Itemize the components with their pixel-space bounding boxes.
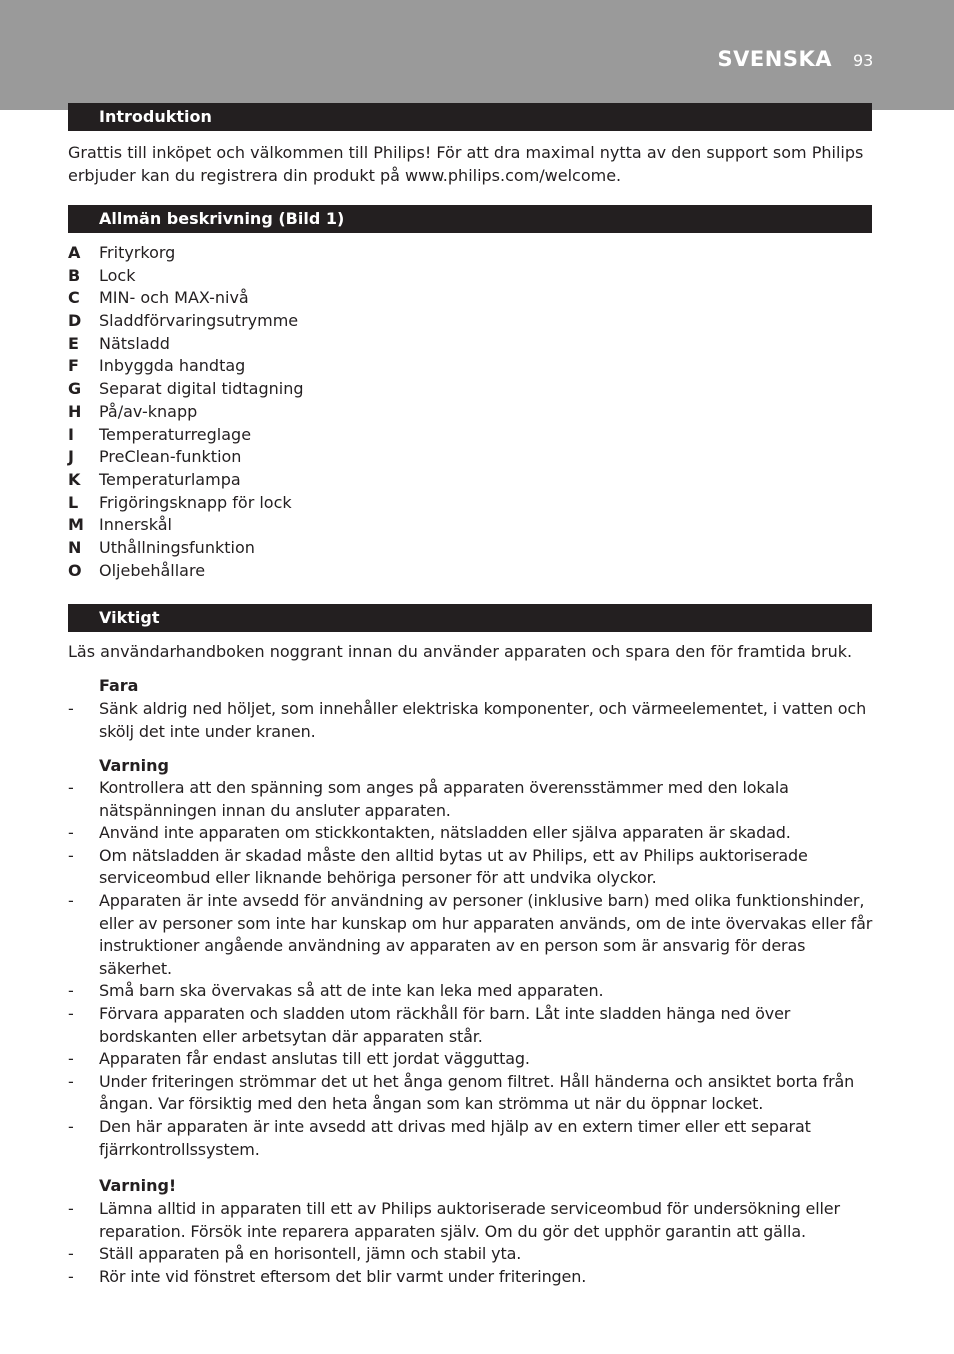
bullet-dash: - bbox=[68, 699, 74, 718]
section-heading-important: Viktigt bbox=[68, 604, 872, 632]
important-intro: Läs användarhandboken noggrant innan du använder apparaten och spara den för framtida bruk. bbox=[68, 642, 853, 661]
bullet-dash: - bbox=[68, 1071, 74, 1091]
legend-item bbox=[68, 310, 768, 333]
warning-heading: Varning bbox=[99, 756, 169, 775]
bullet-dash: - bbox=[68, 890, 74, 910]
list-item bbox=[68, 1003, 874, 1048]
legend-letter: I bbox=[68, 424, 74, 444]
list-item bbox=[68, 1198, 874, 1243]
list-item-text: Om nätsladden är skadad måste den alltid bytas ut av Philips, ett av Philips auktoriserade serviceombud eller liknande behöriga personer för att undvika olyckor. bbox=[99, 845, 808, 888]
bullet-dash: - bbox=[68, 1199, 74, 1218]
list-item bbox=[68, 1071, 874, 1116]
bullet-dash: - bbox=[68, 1244, 74, 1264]
legend-letter: G bbox=[68, 379, 82, 399]
section-heading-description: Allmän beskrivning (Bild 1) bbox=[68, 205, 872, 233]
bullet-dash: - bbox=[68, 823, 74, 843]
legend-label: Oljebehållare bbox=[99, 560, 206, 580]
legend-item bbox=[68, 287, 768, 310]
list-item-text: Ställ apparaten på en horisontell, jämn och stabil yta. bbox=[99, 1244, 522, 1264]
legend-letter: F bbox=[68, 356, 79, 376]
list-item-text: Apparaten är inte avsedd för användning av personer (inklusive barn) med olika funktionshinder, eller av personer som inte har kunskap om hur apparaten används, om de inte övervakas eller får instruktioner angående användning av apparaten av en person som är ansvarig för deras säkerhet. bbox=[99, 890, 873, 978]
legend-item bbox=[68, 492, 768, 515]
list-item-text: Lämna alltid in apparaten till ett av Philips auktoriserade serviceombud för undersökning eller reparation. Försök inte reparera apparaten själv. Om du gör det upphör garantin att gälla. bbox=[99, 1199, 840, 1241]
legend-label: Nätsladd bbox=[99, 333, 170, 353]
legend-label: Separat digital tidtagning bbox=[99, 379, 304, 399]
legend-letter: B bbox=[68, 265, 81, 285]
legend-label: Frigöringsknapp för lock bbox=[99, 492, 292, 512]
intro-paragraph: Grattis till inköpet och välkommen till Philips! För att dra maximal nytta av den support som Philips erbjuder kan du registrera din produkt på www.philips.com/welcome. bbox=[68, 143, 864, 185]
legend-letter: M bbox=[68, 515, 84, 535]
bullet-dash: - bbox=[68, 1266, 74, 1286]
legend-letter: L bbox=[68, 492, 79, 512]
legend-letter: C bbox=[68, 288, 80, 308]
list-item-text: Kontrollera att den spänning som anges på apparaten överensstämmer med den lokala nätspänningen innan du ansluter apparaten. bbox=[99, 778, 789, 820]
legend-label: Sladdförvaringsutrymme bbox=[99, 311, 299, 331]
legend-label: MIN- och MAX-nivå bbox=[99, 288, 249, 308]
legend-letter: D bbox=[68, 311, 82, 331]
legend-letter: H bbox=[68, 401, 82, 421]
list-item-text: Använd inte apparaten om stickkontakten, nätsladden eller själva apparaten är skadad. bbox=[99, 823, 791, 843]
legend-letter: A bbox=[68, 243, 81, 262]
bullet-dash: - bbox=[68, 1003, 74, 1023]
legend-letter: J bbox=[68, 447, 74, 467]
list-item bbox=[68, 698, 874, 743]
list-item-text: Den här apparaten är inte avsedd att drivas med hjälp av en extern timer eller ett separat fjärrkontrollssystem. bbox=[99, 1116, 811, 1159]
language-label: SVENSKA bbox=[717, 47, 832, 71]
legend-item bbox=[68, 469, 768, 492]
legend-label: På/av-knapp bbox=[99, 401, 198, 421]
list-item bbox=[68, 777, 874, 822]
list-item-text: Rör inte vid fönstret eftersom det blir varmt under friteringen. bbox=[99, 1266, 587, 1286]
bullet-dash: - bbox=[68, 778, 74, 797]
list-item bbox=[68, 845, 874, 890]
list-item bbox=[68, 1116, 874, 1161]
list-item bbox=[68, 890, 874, 980]
list-item-text: Små barn ska övervakas så att de inte kan leka med apparaten. bbox=[99, 981, 604, 1001]
warning-list bbox=[68, 777, 874, 1161]
caution-list bbox=[68, 1198, 874, 1288]
legend-label: Temperaturreglage bbox=[99, 424, 252, 444]
list-item bbox=[68, 1048, 874, 1071]
legend-label: Innerskål bbox=[99, 515, 172, 535]
list-item-text: Sänk aldrig ned höljet, som innehåller elektriska komponenter, och värmeelementet, i vatten och skölj det inte under kranen. bbox=[99, 699, 867, 741]
legend-item bbox=[68, 378, 768, 401]
bullet-dash: - bbox=[68, 981, 74, 1001]
list-item bbox=[68, 980, 874, 1003]
legend-item bbox=[68, 560, 768, 583]
legend-item bbox=[68, 242, 768, 265]
legend-label: Uthållningsfunktion bbox=[99, 537, 255, 557]
list-item-text: Under friteringen strömmar det ut het ånga genom filtret. Håll händerna och ansiktet borta från ångan. Var försiktig med den heta ångan som kan strömma ut när du öppnar locket. bbox=[99, 1071, 855, 1114]
caution-heading: Varning! bbox=[99, 1176, 177, 1195]
legend-item bbox=[68, 514, 768, 537]
legend-item bbox=[68, 333, 768, 356]
section-heading-introduction: Introduktion bbox=[68, 103, 872, 131]
legend-item bbox=[68, 424, 768, 447]
bullet-dash: - bbox=[68, 1049, 74, 1069]
legend-letter: E bbox=[68, 333, 79, 353]
legend-item bbox=[68, 401, 768, 424]
danger-list bbox=[68, 698, 874, 743]
legend-item bbox=[68, 446, 768, 469]
bullet-dash: - bbox=[68, 845, 74, 865]
legend-label: Lock bbox=[99, 265, 136, 285]
legend-item bbox=[68, 265, 768, 288]
legend-item bbox=[68, 537, 768, 560]
legend-letter: K bbox=[68, 469, 81, 489]
bullet-dash: - bbox=[68, 1116, 74, 1136]
parts-legend bbox=[68, 242, 768, 582]
list-item-text: Förvara apparaten och sladden utom räckhåll för barn. Låt inte sladden hänga ned över bordskanten eller arbetsytan där apparaten står. bbox=[99, 1003, 791, 1046]
legend-letter: N bbox=[68, 537, 82, 557]
list-item bbox=[68, 1266, 874, 1289]
list-item bbox=[68, 822, 874, 845]
legend-label: Inbyggda handtag bbox=[99, 356, 246, 376]
list-item bbox=[68, 1243, 874, 1266]
page-number: 93 bbox=[853, 51, 874, 70]
legend-label: Frityrkorg bbox=[99, 243, 176, 262]
legend-letter: O bbox=[68, 560, 82, 580]
legend-item bbox=[68, 355, 768, 378]
list-item-text: Apparaten får endast anslutas till ett jordat vägguttag. bbox=[99, 1049, 530, 1069]
legend-label: PreClean-funktion bbox=[99, 447, 242, 467]
legend-label: Temperaturlampa bbox=[99, 469, 241, 489]
danger-heading: Fara bbox=[99, 676, 139, 695]
